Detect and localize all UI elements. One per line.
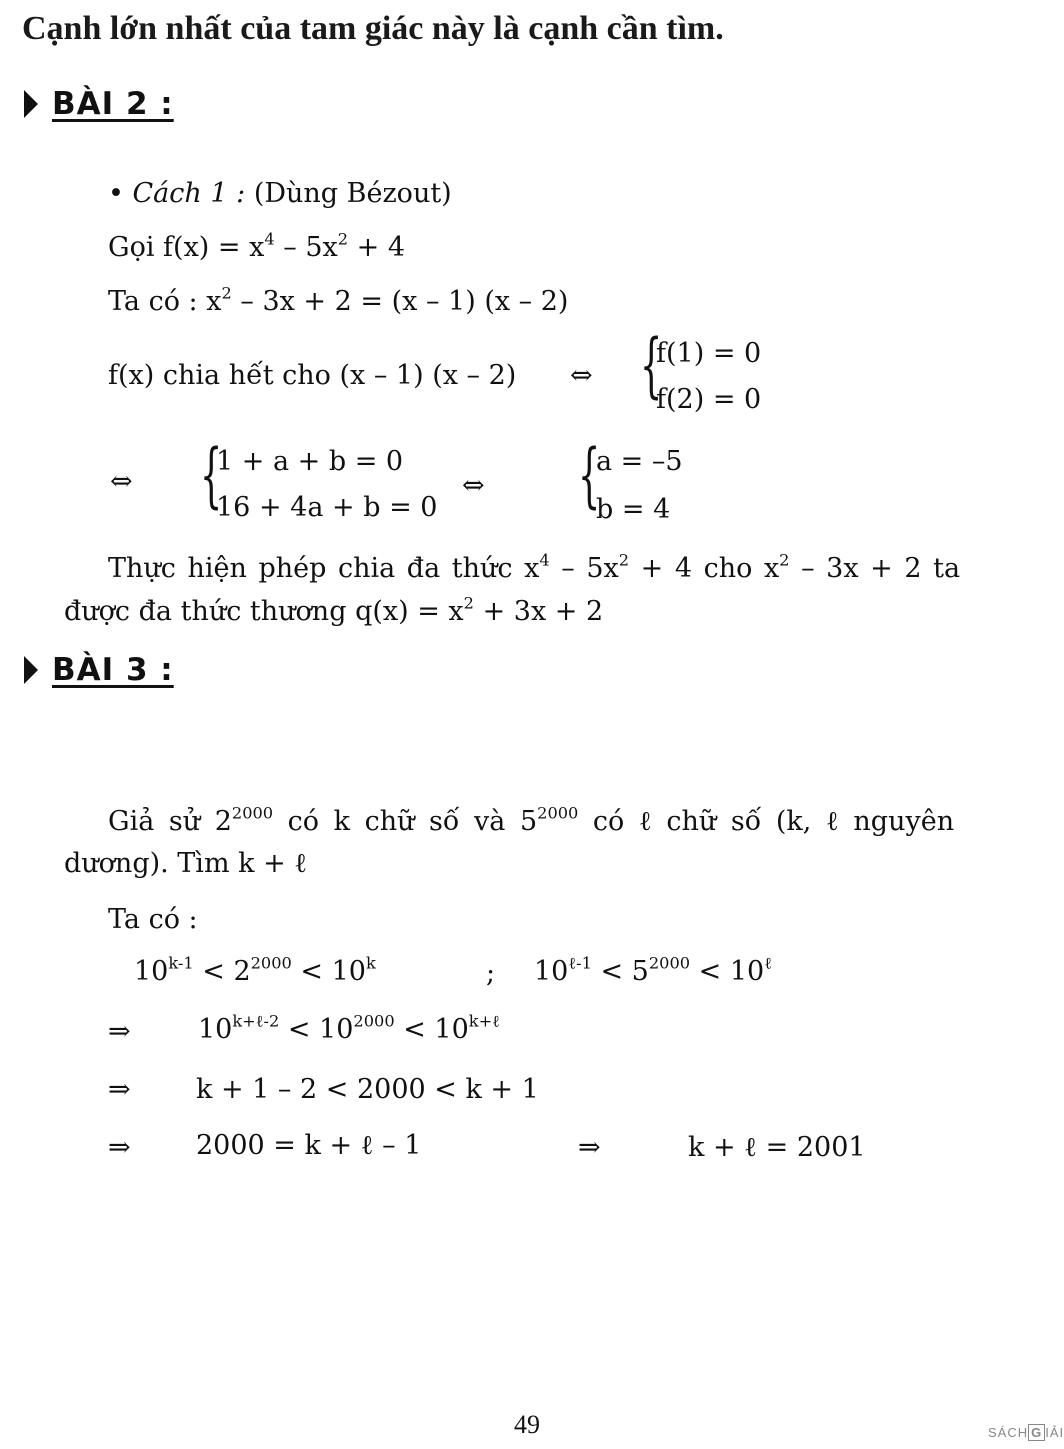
exp: ℓ [764,953,772,973]
brace-icon: { [200,434,223,516]
wm-g: G [1028,1424,1045,1441]
exp: 2 [618,550,630,570]
brace-icon: { [640,324,663,406]
exp: 2000 [250,953,292,973]
system2-row2: 16 + 4a + b = 0 [216,492,438,523]
para-d: – 3x + 2 ta [789,553,961,584]
bai2-heading [24,86,174,122]
exp: 2 [463,593,474,613]
exp: 2 [221,283,232,303]
para2-b: + 3x + 2 [473,596,604,627]
factor-a: Ta có : x [108,286,222,317]
i2-a: 10 [534,956,569,987]
system2-row1: 1 + a + b = 0 [216,446,404,477]
equiv-symbol: ⇔ [462,470,485,501]
implies-symbol: ⇒ [578,1132,601,1163]
bai3-heading [24,652,174,688]
step3: 2000 = k + ℓ – 1 [196,1130,422,1161]
final-result: k + ℓ = 2001 [688,1132,866,1163]
division-paragraph-line1 [108,550,961,584]
wm-a: SÁCH [988,1425,1029,1440]
define-f-b: – 5x [274,232,338,263]
exp: 2 [779,550,790,570]
i1-b: < 2 [193,956,251,987]
problem-line2: dương). Tìm k + ℓ [64,848,308,879]
problem-line1 [108,803,955,837]
step1 [198,1011,500,1045]
exp: 4 [539,550,550,570]
system3-row1: a = –5 [596,446,683,477]
exp: 4 [264,229,275,249]
separator: ; [486,958,496,989]
exp: k+ℓ-2 [232,1011,280,1031]
inequality2 [534,953,772,987]
implies-symbol: ⇒ [108,1074,131,1105]
method-line [108,178,452,209]
s1-c: < 10 [394,1014,469,1045]
exp: k [365,953,376,973]
implies-symbol: ⇒ [108,1132,131,1163]
exp: 2000 [537,803,579,823]
bai3-title: BÀI 3 : [52,652,174,688]
bai2-title: BÀI 2 : [52,86,174,122]
inequality1 [134,953,376,987]
exp: ℓ-1 [568,953,592,973]
p1-a: Giả sử 2 [108,806,232,837]
p1-c: có ℓ chữ số (k, ℓ nguyên [578,806,955,837]
wm-b: IẢI [1045,1425,1064,1440]
exp: 2000 [648,953,691,973]
intro-text: Cạnh lớn nhất của tam giác này là cạnh cần tìm. [22,10,724,47]
divisibility-line: f(x) chia hết cho (x – 1) (x – 2) [108,360,517,391]
equiv-symbol: ⇔ [110,466,133,497]
factor-line [108,283,569,317]
exp: 2000 [353,1011,395,1031]
define-f-c: + 4 [348,232,406,263]
exp: 2 [337,229,349,249]
s1-b: < 10 [279,1014,354,1045]
triangle-marker-icon [24,656,38,684]
method-note: (Dùng Bézout) [253,178,452,209]
implies-symbol: ⇒ [108,1016,131,1047]
i2-b: < 5 [591,956,649,987]
system3-row2: b = 4 [596,494,671,525]
equiv-symbol: ⇔ [570,360,593,391]
method-label: • Cách 1 : [108,178,246,209]
system1-row2: f(2) = 0 [656,384,762,415]
i1-c: < 10 [291,956,366,987]
i1-a: 10 [134,956,169,987]
factor-b: – 3x + 2 = (x – 1) (x – 2) [231,286,569,317]
exp: k+ℓ [468,1011,500,1031]
para-b: – 5x [549,553,619,584]
system1-row1: f(1) = 0 [656,338,762,369]
brace-icon: { [578,434,601,516]
exp: k-1 [168,953,194,973]
para-c: + 4 cho x [629,553,780,584]
i2-c: < 10 [690,956,765,987]
ta-co: Ta có : [108,904,198,935]
step2: k + 1 – 2 < 2000 < k + 1 [196,1074,539,1105]
triangle-marker-icon [24,90,38,118]
para2-a: được đa thức thương q(x) = x [64,596,464,627]
para-a: Thực hiện phép chia đa thức x [108,553,540,584]
define-f [108,229,406,263]
define-f-a: Gọi f(x) = x [108,232,265,263]
exp: 2000 [231,803,274,823]
watermark-logo [988,1424,1064,1441]
division-paragraph-line2 [64,593,604,627]
page-number: 49 [514,1410,540,1439]
p1-b: có k chữ số và 5 [273,806,538,837]
s1-a: 10 [198,1014,233,1045]
